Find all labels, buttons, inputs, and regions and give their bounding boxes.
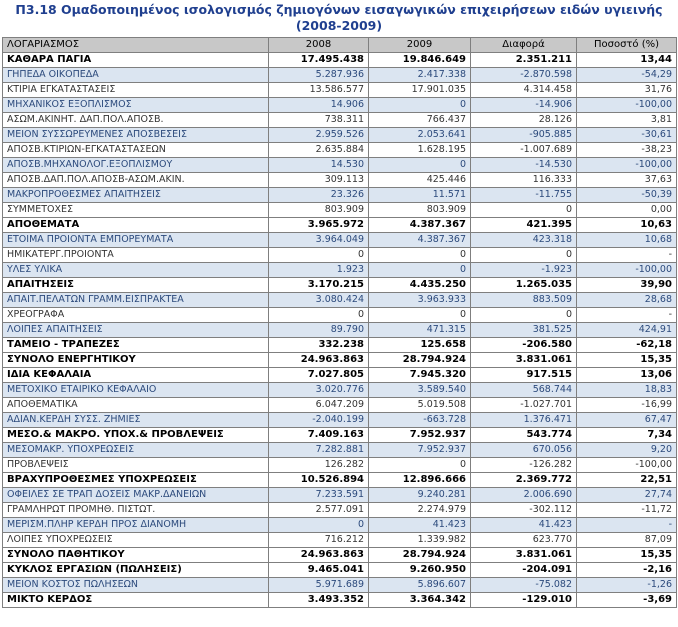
row-2008-cell: 332.238 — [269, 338, 369, 353]
row-difference-cell: -204.091 — [471, 563, 577, 578]
row-2008-cell: 7.233.591 — [269, 488, 369, 503]
table-row — [3, 293, 677, 308]
row-2008-cell: 10.526.894 — [269, 473, 369, 488]
row-2009-cell: 7.945.320 — [369, 368, 471, 383]
table-row — [3, 563, 677, 578]
row-2008-cell: 24.963.863 — [269, 548, 369, 563]
balance-sheet-table — [2, 37, 677, 608]
row-percentage-cell: -100,00 — [577, 263, 677, 278]
row-account-cell: ΗΜΙΚΑΤΕΡΓ.ΠΡΟΙΟΝΤΑ — [3, 248, 269, 263]
row-2008-cell: -2.040.199 — [269, 413, 369, 428]
table-row — [3, 203, 677, 218]
row-2008-cell: 7.409.163 — [269, 428, 369, 443]
table-row — [3, 473, 677, 488]
row-account-cell: ΠΡΟΒΛΕΨΕΙΣ — [3, 458, 269, 473]
row-account-cell: ΜΕΣΟΜΑΚΡ. ΥΠΟΧΡΕΩΣΕΙΣ — [3, 443, 269, 458]
row-percentage-cell: 87,09 — [577, 533, 677, 548]
row-2008-cell: 3.080.424 — [269, 293, 369, 308]
row-difference-cell: 423.318 — [471, 233, 577, 248]
table-row — [3, 143, 677, 158]
row-2008-cell: 3.170.215 — [269, 278, 369, 293]
row-2009-cell: 4.387.367 — [369, 218, 471, 233]
row-percentage-cell: -30,61 — [577, 128, 677, 143]
row-2009-cell: 9.240.281 — [369, 488, 471, 503]
row-percentage-cell: 28,68 — [577, 293, 677, 308]
row-difference-cell: 0 — [471, 308, 577, 323]
row-2008-cell: 3.965.972 — [269, 218, 369, 233]
table-row — [3, 98, 677, 113]
row-difference-cell: 3.831.061 — [471, 548, 577, 563]
row-account-cell: ΕΤΟΙΜΑ ΠΡΟΙΟΝΤΑ ΕΜΠΟΡΕΥΜΑΤΑ — [3, 233, 269, 248]
row-percentage-cell: 27,74 — [577, 488, 677, 503]
table-row — [3, 353, 677, 368]
row-difference-cell: 543.774 — [471, 428, 577, 443]
row-difference-cell: -129.010 — [471, 593, 577, 608]
row-difference-cell: -1.923 — [471, 263, 577, 278]
row-difference-cell: 1.376.471 — [471, 413, 577, 428]
row-percentage-cell: - — [577, 518, 677, 533]
row-2009-cell: 0 — [369, 263, 471, 278]
row-difference-cell: -14.530 — [471, 158, 577, 173]
row-account-cell: ΑΠΟΣΒ.ΚΤΙΡΙΩΝ-ΕΓΚΑΤΑΣΤΑΣΕΩΝ — [3, 143, 269, 158]
table-row — [3, 158, 677, 173]
row-2008-cell: 14.906 — [269, 98, 369, 113]
row-2008-cell: 13.586.577 — [269, 83, 369, 98]
row-percentage-cell: -11,72 — [577, 503, 677, 518]
table-row — [3, 413, 677, 428]
table-row — [3, 533, 677, 548]
row-2008-cell: 17.495.438 — [269, 53, 369, 68]
row-2009-cell: 2.417.338 — [369, 68, 471, 83]
table-row — [3, 68, 677, 83]
row-2008-cell: 5.971.689 — [269, 578, 369, 593]
table-row — [3, 548, 677, 563]
row-percentage-cell: 13,44 — [577, 53, 677, 68]
row-2008-cell: 3.020.776 — [269, 383, 369, 398]
row-account-cell: ΚΤΙΡΙΑ ΕΓΚΑΤΑΣΤΑΣΕΙΣ — [3, 83, 269, 98]
row-difference-cell: -1.007.689 — [471, 143, 577, 158]
row-percentage-cell: 67,47 — [577, 413, 677, 428]
header-2009: 2009 — [369, 38, 471, 53]
row-account-cell: ΑΠΑΙΤ.ΠΕΛΑΤΩΝ ΓΡΑΜΜ.ΕΙΣΠΡΑΚΤΕΑ — [3, 293, 269, 308]
row-difference-cell: 381.525 — [471, 323, 577, 338]
row-2009-cell: 3.364.342 — [369, 593, 471, 608]
row-2009-cell: 7.952.937 — [369, 428, 471, 443]
row-difference-cell: -11.755 — [471, 188, 577, 203]
row-difference-cell: 28.126 — [471, 113, 577, 128]
row-2009-cell: 125.658 — [369, 338, 471, 353]
row-2009-cell: 1.628.195 — [369, 143, 471, 158]
row-account-cell: ΣΥΝΟΛΟ ΕΝΕΡΓΗΤΙΚΟΥ — [3, 353, 269, 368]
row-difference-cell: 2.006.690 — [471, 488, 577, 503]
row-2009-cell: 803.909 — [369, 203, 471, 218]
table-row — [3, 383, 677, 398]
row-2008-cell: 1.923 — [269, 263, 369, 278]
row-difference-cell: 917.515 — [471, 368, 577, 383]
row-2009-cell: 41.423 — [369, 518, 471, 533]
table-row — [3, 338, 677, 353]
row-account-cell: ΤΑΜΕΙΟ - ΤΡΑΠΕΖΕΣ — [3, 338, 269, 353]
row-percentage-cell: 424,91 — [577, 323, 677, 338]
row-account-cell: ΜΗΧΑΝΙΚΟΣ ΕΞΟΠΛΙΣΜΟΣ — [3, 98, 269, 113]
row-account-cell: ΛΟΙΠΕΣ ΥΠΟΧΡΕΩΣΕΙΣ — [3, 533, 269, 548]
row-2009-cell: 0 — [369, 248, 471, 263]
table-row — [3, 503, 677, 518]
row-2008-cell: 3.964.049 — [269, 233, 369, 248]
row-difference-cell: -206.580 — [471, 338, 577, 353]
row-percentage-cell: 15,35 — [577, 353, 677, 368]
row-2009-cell: 0 — [369, 308, 471, 323]
table-row — [3, 113, 677, 128]
row-2009-cell: -663.728 — [369, 413, 471, 428]
row-account-cell: ΑΠΟΘΕΜΑΤΑ — [3, 218, 269, 233]
row-percentage-cell: -54,29 — [577, 68, 677, 83]
row-percentage-cell: -2,16 — [577, 563, 677, 578]
row-2008-cell: 23.326 — [269, 188, 369, 203]
row-percentage-cell: 10,68 — [577, 233, 677, 248]
row-account-cell: ΣΥΜΜΕΤΟΧΕΣ — [3, 203, 269, 218]
row-2009-cell: 2.053.641 — [369, 128, 471, 143]
row-difference-cell: -905.885 — [471, 128, 577, 143]
table-row — [3, 173, 677, 188]
row-percentage-cell: 13,06 — [577, 368, 677, 383]
table-row — [3, 188, 677, 203]
header-difference: Διαφορά — [471, 38, 577, 53]
row-difference-cell: 0 — [471, 248, 577, 263]
row-2008-cell: 7.027.805 — [269, 368, 369, 383]
row-percentage-cell: 3,81 — [577, 113, 677, 128]
header-2008: 2008 — [269, 38, 369, 53]
row-2008-cell: 24.963.863 — [269, 353, 369, 368]
row-percentage-cell: 31,76 — [577, 83, 677, 98]
row-2009-cell: 766.437 — [369, 113, 471, 128]
row-account-cell: ΑΠΑΙΤΗΣΕΙΣ — [3, 278, 269, 293]
row-percentage-cell: 10,63 — [577, 218, 677, 233]
row-difference-cell: 568.744 — [471, 383, 577, 398]
row-account-cell: ΜΕΡΙΣΜ.ΠΛΗΡ ΚΕΡΔΗ ΠΡΟΣ ΔΙΑΝΟΜΗ — [3, 518, 269, 533]
row-difference-cell: 0 — [471, 203, 577, 218]
row-difference-cell: 41.423 — [471, 518, 577, 533]
row-account-cell: ΜΕΙΟΝ ΣΥΣΣΩΡΕΥΜΕΝΕΣ ΑΠΟΣΒΕΣΕΙΣ — [3, 128, 269, 143]
row-2008-cell: 2.635.884 — [269, 143, 369, 158]
row-percentage-cell: - — [577, 308, 677, 323]
row-account-cell: ΜΙΚΤΟ ΚΕΡΔΟΣ — [3, 593, 269, 608]
row-2009-cell: 471.315 — [369, 323, 471, 338]
row-2009-cell: 5.896.607 — [369, 578, 471, 593]
row-account-cell: ΟΦΕΙΛΕΣ ΣΕ ΤΡΑΠ ΔΟΣΕΙΣ ΜΑΚΡ.ΔΑΝΕΙΩΝ — [3, 488, 269, 503]
row-percentage-cell: -50,39 — [577, 188, 677, 203]
row-2008-cell: 5.287.936 — [269, 68, 369, 83]
row-2009-cell: 5.019.508 — [369, 398, 471, 413]
row-account-cell: ΑΔΙΑΝ.ΚΕΡΔΗ ΣΥΣΣ. ΖΗΜΙΕΣ — [3, 413, 269, 428]
row-percentage-cell: - — [577, 248, 677, 263]
row-percentage-cell: -1,26 — [577, 578, 677, 593]
row-account-cell: ΜΕΤΟΧΙΚΟ ΕΤΑΙΡΙΚΟ ΚΕΦΑΛΑΙΟ — [3, 383, 269, 398]
row-account-cell: ΜΑΚΡΟΠΡΟΘΕΣΜΕΣ ΑΠΑΙΤΗΣΕΙΣ — [3, 188, 269, 203]
table-row — [3, 518, 677, 533]
row-2008-cell: 0 — [269, 518, 369, 533]
row-2009-cell: 11.571 — [369, 188, 471, 203]
row-2009-cell: 3.963.933 — [369, 293, 471, 308]
row-account-cell: ΑΠΟΣΒ.ΔΑΠ.ΠΟΛ.ΑΠΟΣΒ-ΑΣΩΜ.ΑΚΙΝ. — [3, 173, 269, 188]
row-percentage-cell: -100,00 — [577, 158, 677, 173]
row-difference-cell: 670.056 — [471, 443, 577, 458]
table-body — [3, 53, 677, 608]
row-2008-cell: 0 — [269, 308, 369, 323]
row-difference-cell: 2.369.772 — [471, 473, 577, 488]
row-account-cell: ΜΕΣΟ.& ΜΑΚΡΟ. ΥΠΟΧ.& ΠΡΟΒΛΕΨΕΙΣ — [3, 428, 269, 443]
row-account-cell: ΜΕΙΟΝ ΚΟΣΤΟΣ ΠΩΛΗΣΕΩΝ — [3, 578, 269, 593]
row-percentage-cell: -100,00 — [577, 98, 677, 113]
row-2009-cell: 28.794.924 — [369, 353, 471, 368]
row-difference-cell: -75.082 — [471, 578, 577, 593]
row-percentage-cell: -38,23 — [577, 143, 677, 158]
row-2009-cell: 1.339.982 — [369, 533, 471, 548]
row-2009-cell: 4.435.250 — [369, 278, 471, 293]
row-account-cell: ΣΥΝΟΛΟ ΠΑΘΗΤΙΚΟΥ — [3, 548, 269, 563]
row-difference-cell: 2.351.211 — [471, 53, 577, 68]
row-difference-cell: 883.509 — [471, 293, 577, 308]
row-2008-cell: 126.282 — [269, 458, 369, 473]
row-2009-cell: 3.589.540 — [369, 383, 471, 398]
row-percentage-cell: 7,34 — [577, 428, 677, 443]
table-row — [3, 578, 677, 593]
row-percentage-cell: 22,51 — [577, 473, 677, 488]
row-2009-cell: 2.274.979 — [369, 503, 471, 518]
row-2008-cell: 803.909 — [269, 203, 369, 218]
row-percentage-cell: -16,99 — [577, 398, 677, 413]
row-2008-cell: 0 — [269, 248, 369, 263]
header-row — [3, 38, 677, 53]
table-title-line2: (2008-2009) — [295, 18, 383, 33]
table-row — [3, 128, 677, 143]
row-2008-cell: 6.047.209 — [269, 398, 369, 413]
row-2009-cell: 28.794.924 — [369, 548, 471, 563]
row-percentage-cell: 37,63 — [577, 173, 677, 188]
row-account-cell: ΙΔΙΑ ΚΕΦΑΛΑΙΑ — [3, 368, 269, 383]
row-difference-cell: -1.027.701 — [471, 398, 577, 413]
row-account-cell: ΓΗΠΕΔΑ ΟΙΚΟΠΕΔΑ — [3, 68, 269, 83]
row-2008-cell: 738.311 — [269, 113, 369, 128]
table-row — [3, 428, 677, 443]
row-2009-cell: 0 — [369, 458, 471, 473]
row-2008-cell: 2.577.091 — [269, 503, 369, 518]
row-2009-cell: 19.846.649 — [369, 53, 471, 68]
table-row — [3, 368, 677, 383]
row-percentage-cell: 9,20 — [577, 443, 677, 458]
row-account-cell: ΑΠΟΣΒ.ΜΗΧΑΝΟΛΟΓ.ΕΞΟΠΛΙΣΜΟΥ — [3, 158, 269, 173]
table-row — [3, 488, 677, 503]
row-account-cell: ΚΥΚΛΟΣ ΕΡΓΑΣΙΩΝ (ΠΩΛΗΣΕΙΣ) — [3, 563, 269, 578]
row-2009-cell: 425.446 — [369, 173, 471, 188]
row-account-cell: ΛΟΙΠΕΣ ΑΠΑΙΤΗΣΕΙΣ — [3, 323, 269, 338]
row-2009-cell: 12.896.666 — [369, 473, 471, 488]
row-2008-cell: 7.282.881 — [269, 443, 369, 458]
table-title-line1: Π3.18 Ομαδοποιημένος ισολογισμός ζημιογόνων εισαγωγικών επιχειρήσεων ειδών υγιεινής — [15, 2, 663, 17]
row-difference-cell: 116.333 — [471, 173, 577, 188]
row-2008-cell: 309.113 — [269, 173, 369, 188]
row-2008-cell: 14.530 — [269, 158, 369, 173]
row-difference-cell: 1.265.035 — [471, 278, 577, 293]
row-difference-cell: 3.831.061 — [471, 353, 577, 368]
row-2008-cell: 2.959.526 — [269, 128, 369, 143]
row-2009-cell: 0 — [369, 158, 471, 173]
row-percentage-cell: 18,83 — [577, 383, 677, 398]
row-percentage-cell: -100,00 — [577, 458, 677, 473]
row-2009-cell: 4.387.367 — [369, 233, 471, 248]
table-row — [3, 218, 677, 233]
table-row — [3, 323, 677, 338]
row-percentage-cell: 15,35 — [577, 548, 677, 563]
header-account: ΛΟΓΑΡΙΑΣΜΟΣ — [3, 38, 269, 53]
row-account-cell: ΧΡΕΟΓΡΑΦΑ — [3, 308, 269, 323]
table-row — [3, 278, 677, 293]
row-2008-cell: 9.465.041 — [269, 563, 369, 578]
row-account-cell: ΚΑΘΑΡΑ ΠΑΓΙΑ — [3, 53, 269, 68]
row-difference-cell: -2.870.598 — [471, 68, 577, 83]
table-row — [3, 53, 677, 68]
row-account-cell: ΓΡΑΜΛΗΡΩΤ ΠΡΟΜΗΘ. ΠΙΣΤΩΤ. — [3, 503, 269, 518]
table-row — [3, 443, 677, 458]
row-percentage-cell: 0,00 — [577, 203, 677, 218]
row-2008-cell: 3.493.352 — [269, 593, 369, 608]
row-account-cell: ΥΛΕΣ ΥΛΙΚΑ — [3, 263, 269, 278]
row-percentage-cell: -3,69 — [577, 593, 677, 608]
row-2008-cell: 716.212 — [269, 533, 369, 548]
row-2009-cell: 7.952.937 — [369, 443, 471, 458]
row-2009-cell: 9.260.950 — [369, 563, 471, 578]
table-row — [3, 248, 677, 263]
row-difference-cell: 4.314.458 — [471, 83, 577, 98]
row-difference-cell: -126.282 — [471, 458, 577, 473]
table-title — [0, 0, 678, 37]
header-percentage: Ποσοστό (%) — [577, 38, 677, 53]
row-difference-cell: 623.770 — [471, 533, 577, 548]
table-row — [3, 263, 677, 278]
row-2009-cell: 0 — [369, 98, 471, 113]
row-account-cell: ΑΣΩΜ.ΑΚΙΝΗΤ. ΔΑΠ.ΠΟΛ.ΑΠΟΣΒ. — [3, 113, 269, 128]
row-difference-cell: -14.906 — [471, 98, 577, 113]
row-2008-cell: 89.790 — [269, 323, 369, 338]
row-percentage-cell: -62,18 — [577, 338, 677, 353]
row-difference-cell: 421.395 — [471, 218, 577, 233]
table-row — [3, 83, 677, 98]
table-row — [3, 593, 677, 608]
table-row — [3, 458, 677, 473]
row-difference-cell: -302.112 — [471, 503, 577, 518]
row-account-cell: ΒΡΑΧΥΠΡΟΘΕΣΜΕΣ ΥΠΟΧΡΕΩΣΕΙΣ — [3, 473, 269, 488]
row-2009-cell: 17.901.035 — [369, 83, 471, 98]
row-account-cell: ΑΠΟΘΕΜΑΤΙΚΑ — [3, 398, 269, 413]
row-percentage-cell: 39,90 — [577, 278, 677, 293]
table-row — [3, 398, 677, 413]
table-row — [3, 308, 677, 323]
table-row — [3, 233, 677, 248]
